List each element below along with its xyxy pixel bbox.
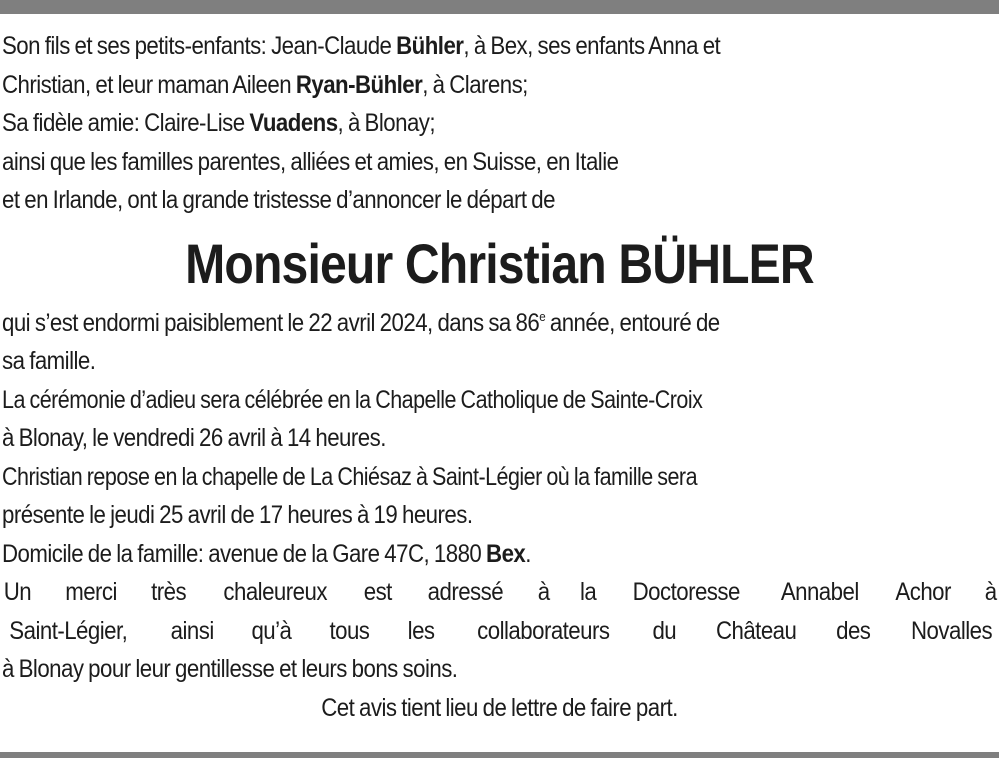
body-line-7 (2, 535, 888, 574)
word: est (364, 578, 393, 606)
surname: Ryan-Bühler (295, 70, 423, 99)
word: du (652, 616, 676, 645)
text: , à Bex, ses enfants Anna et (463, 32, 721, 60)
word: Saint-Légier, (9, 616, 128, 645)
body-line-6: présente le jeudi 25 avril de 17 heures à 19 heures. (2, 501, 473, 529)
word: adressé (427, 578, 504, 606)
body-line-2: sa famille. (2, 347, 96, 375)
word: à (537, 578, 550, 606)
body-line-3: La cérémonie d’adieu sera célébrée en la Chapelle Catholique de Sainte-Croix (2, 385, 703, 414)
word: Château (715, 616, 796, 645)
top-rule (0, 0, 999, 14)
word: qu’à (251, 616, 292, 645)
body-line-9 (2, 612, 997, 651)
word: des (836, 616, 871, 645)
intro-line-2 (2, 66, 888, 105)
town: Bex (486, 539, 526, 568)
surname: Bühler (396, 32, 464, 60)
superscript: e (539, 308, 546, 324)
surname: Vuadens (249, 109, 338, 137)
bottom-rule (0, 752, 999, 758)
text: Son fils et ses petits-enfants: Jean-Claude (2, 32, 397, 60)
word: les (407, 616, 435, 645)
intro-line-3 (2, 104, 888, 143)
text: Christian, et leur maman Aileen (2, 70, 296, 99)
word: merci (64, 578, 117, 606)
deceased-name: Monsieur Christian BÜHLER (185, 231, 814, 295)
word: Annabel (780, 578, 859, 606)
word: Doctoresse (632, 578, 741, 606)
word: tous (329, 616, 370, 645)
obituary-text (2, 27, 997, 727)
word: la (580, 578, 597, 606)
body-line-1 (2, 304, 888, 343)
body-line-8 (2, 573, 997, 612)
intro-line-4: ainsi que les familles parentes, alliées et amies, en Suisse, en Italie (2, 147, 619, 176)
body-line-5: Christian repose en la chapelle de La Chiésaz à Saint-Légier où la famille sera (2, 462, 698, 491)
word: collaborateurs (477, 616, 610, 645)
word: à (984, 578, 997, 606)
closing-line: Cet avis tient lieu de lettre de faire part. (321, 693, 678, 722)
intro-line-5: et en Irlande, ont la grande tristesse d’annoncer le départ de (2, 186, 555, 214)
text: . (525, 539, 531, 568)
text: qui s’est endormi paisiblement le 22 avril 2024, dans sa 86 (2, 308, 540, 337)
word: très (151, 578, 186, 606)
word: ainsi (170, 616, 214, 645)
text: Domicile de la famille: avenue de la Gare 47C, 1880 (2, 539, 487, 568)
text: , à Blonay; (337, 109, 436, 137)
text: , à Clarens; (422, 70, 528, 99)
body-line-10: à Blonay pour leur gentillesse et leurs bons soins. (2, 655, 458, 683)
word: Achor (895, 578, 952, 606)
word: Novalles (910, 616, 992, 645)
text: année, entouré de (545, 308, 720, 337)
word: chaleureux (223, 578, 328, 606)
body-line-4: à Blonay, le vendredi 26 avril à 14 heures. (2, 424, 386, 452)
intro-line-1 (2, 27, 888, 66)
word: Un (3, 578, 32, 606)
text: Sa fidèle amie: Claire-Lise (2, 109, 250, 137)
